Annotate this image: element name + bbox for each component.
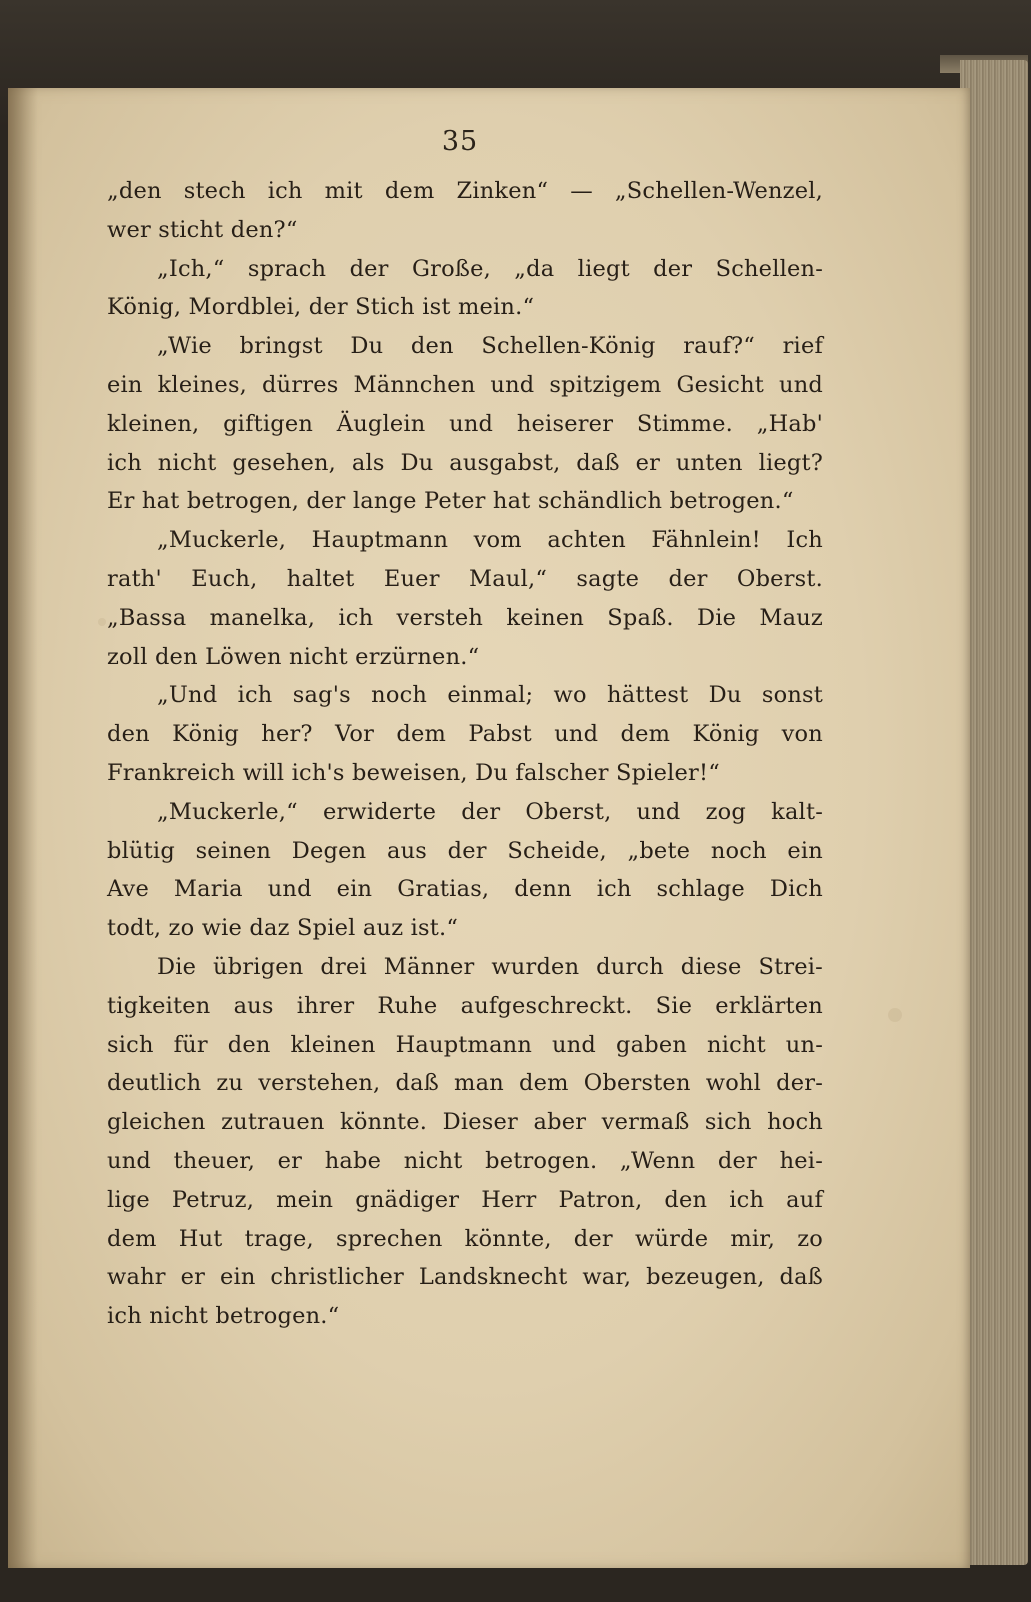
text-line: „Ich,“ sprach der Große, „da liegt der Schellen- — [157, 255, 823, 282]
text-line: Er hat betrogen, der lange Peter hat schändlich betrogen.“ — [107, 488, 794, 515]
text-line: blütig seinen Degen aus der Scheide, „bete noch ein — [107, 837, 823, 864]
text-line: todt, zo wie daz Spiel auz ist.“ — [107, 915, 459, 942]
text-line: den König her? Vor dem Pabst und dem König von — [107, 721, 823, 748]
paper-spot — [888, 1008, 902, 1022]
text-line: dem Hut trage, sprechen könnte, der würde mir, zo — [107, 1225, 823, 1252]
text-line: deutlich zu verstehen, daß man dem Obersten wohl der- — [107, 1070, 823, 1097]
text-line: Ave Maria und ein Gratias, denn ich schlage Dich — [107, 876, 823, 903]
text-line: ich nicht betrogen.“ — [107, 1303, 340, 1330]
gutter-shadow — [8, 88, 38, 1568]
book-page-edges — [960, 60, 1028, 1565]
text-line: Frankreich will ich's beweisen, Du falscher Spieler!“ — [107, 759, 720, 786]
text-line: kleinen, giftigen Äuglein und heiserer Stimme. „Hab' — [107, 410, 823, 437]
text-line: „Muckerle,“ erwiderte der Oberst, und zog kalt- — [157, 798, 823, 825]
text-line: gleichen zutrauen könnte. Dieser aber vermaß sich hoch — [107, 1109, 823, 1136]
page-number: 35 — [441, 126, 479, 157]
text-line: tigkeiten aus ihrer Ruhe aufgeschreckt. Sie erklärten — [107, 992, 823, 1019]
text-line: wer sticht den?“ — [107, 216, 298, 243]
text-line: sich für den kleinen Hauptmann und gaben nicht un- — [107, 1031, 823, 1058]
text-line: „Wie bringst Du den Schellen-König rauf?“ rief — [157, 333, 823, 360]
text-line: ich nicht gesehen, als Du ausgabst, daß er unten liegt? — [107, 449, 823, 476]
text-line: ein kleines, dürres Männchen und spitzigem Gesicht und — [107, 371, 823, 398]
text-line: Die übrigen drei Männer wurden durch diese Strei- — [157, 953, 823, 980]
body-text — [107, 172, 823, 1336]
text-line: rath' Euch, haltet Euer Maul,“ sagte der Oberst. — [107, 565, 823, 592]
text-line: wahr er ein christlicher Landsknecht war, bezeugen, daß — [107, 1264, 823, 1291]
paper-spot — [98, 618, 106, 626]
text-line: lige Petruz, mein gnädiger Herr Patron, den ich auf — [107, 1186, 823, 1213]
text-line: König, Mordblei, der Stich ist mein.“ — [107, 294, 535, 321]
text-line: „Bassa manelka, ich versteh keinen Spaß. Die Mauz — [107, 604, 823, 631]
text-line: „Und ich sag's noch einmal; wo hättest Du sonst — [157, 682, 823, 709]
text-line: „Muckerle, Hauptmann vom achten Fähnlein! Ich — [157, 527, 823, 554]
text-line: und theuer, er habe nicht betrogen. „Wenn der hei- — [107, 1147, 823, 1174]
text-line: „den stech ich mit dem Zinken“ — „Schellen-Wenzel, — [107, 178, 823, 204]
text-line: zoll den Löwen nicht erzürnen.“ — [107, 643, 480, 670]
